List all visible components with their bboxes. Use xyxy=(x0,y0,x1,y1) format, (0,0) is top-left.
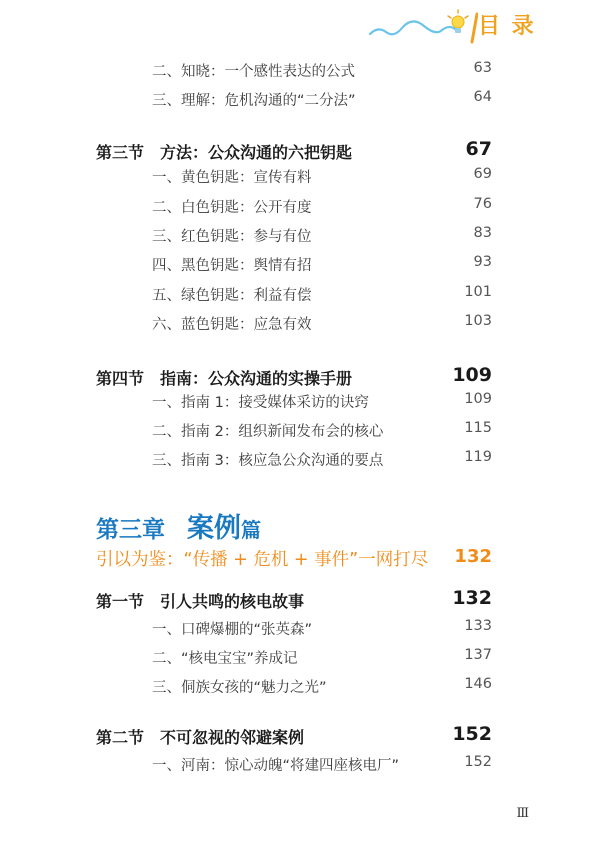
toc-entry[interactable] xyxy=(0,754,600,778)
page-number: Ⅲ xyxy=(516,806,530,821)
toc-section-entry[interactable] xyxy=(0,725,600,749)
toc-entry-label: 二、白色钥匙：公开有度 xyxy=(152,200,312,216)
toc-entry[interactable] xyxy=(0,676,600,700)
toc-entry-page: 103 xyxy=(464,313,492,329)
toc-entry-page: 101 xyxy=(464,284,492,300)
toc-entry-label: 三、理解：危机沟通的“二分法” xyxy=(152,93,356,109)
toc-section-page: 132 xyxy=(452,587,492,609)
toc-entry[interactable] xyxy=(0,313,600,337)
toc-entry-label: 三、侗族女孩的“魅力之光” xyxy=(152,680,327,696)
toc-section-label: 第三节 方法：公众沟通的六把钥匙 xyxy=(96,143,353,162)
toc-section-page: 67 xyxy=(465,138,492,160)
chapter-heading[interactable] xyxy=(96,506,261,545)
chapter-name: 案例 xyxy=(187,513,241,544)
toc-section-label: 第一节 引人共鸣的核电故事 xyxy=(96,592,305,611)
mountain-wave-icon xyxy=(370,21,456,34)
toc-entry[interactable] xyxy=(0,391,600,415)
toc-section-label: 第四节 指南：公众沟通的实操手册 xyxy=(96,369,353,388)
toc-entry-label: 一、指南 1：接受媒体采访的诀窍 xyxy=(152,395,369,411)
toc-section-label: 第二节 不可忽视的邻避案例 xyxy=(96,728,305,747)
toc-entry[interactable] xyxy=(0,449,600,473)
toc-entry-page: 109 xyxy=(464,391,492,407)
toc-entry[interactable] xyxy=(0,420,600,444)
toc-entry[interactable] xyxy=(0,196,600,220)
toc-section-entry[interactable] xyxy=(0,140,600,164)
toc-entry[interactable] xyxy=(0,618,600,642)
toc-entry[interactable] xyxy=(0,60,600,84)
toc-entry-label: 一、口碑爆棚的“张英森” xyxy=(152,622,313,638)
toc-entry-page: 152 xyxy=(464,754,492,770)
lightbulb-icon xyxy=(448,10,468,33)
toc-entry-page: 133 xyxy=(464,618,492,634)
toc-section-entry[interactable] xyxy=(0,366,600,390)
toc-section-page: 109 xyxy=(452,364,492,386)
toc-entry-page: 83 xyxy=(473,225,492,241)
toc-entry-label: 二、指南 2：组织新闻发布会的核心 xyxy=(152,424,384,440)
toc-entry-page: 64 xyxy=(473,89,492,105)
toc-entry-page: 63 xyxy=(473,60,492,76)
toc-entry-label: 六、蓝色钥匙：应急有效 xyxy=(152,317,312,333)
toc-section-entry[interactable] xyxy=(0,589,600,613)
toc-entry[interactable] xyxy=(0,284,600,308)
toc-entry-page: 115 xyxy=(464,420,492,436)
chapter-number: 第三章 xyxy=(96,517,165,543)
toc-entry-label: 二、知晓：一个感性表达的公式 xyxy=(152,64,355,80)
toc-entry-page: 76 xyxy=(473,196,492,212)
toc-entry-page: 137 xyxy=(464,647,492,663)
chapter-intro-entry[interactable] xyxy=(96,546,492,574)
chapter-suffix: 篇 xyxy=(241,518,261,542)
toc-entry[interactable] xyxy=(0,254,600,278)
toc-header-title: 目 录 xyxy=(478,14,536,39)
header-decoration xyxy=(368,8,478,46)
toc-entry-label: 一、河南：惊心动魄“将建四座核电厂” xyxy=(152,758,400,774)
toc-entry[interactable] xyxy=(0,166,600,190)
toc-entry-page: 119 xyxy=(464,449,492,465)
toc-entry-label: 五、绿色钥匙：利益有偿 xyxy=(152,288,312,304)
chapter-intro-label: 引以为鉴：“传播 + 危机 + 事件”一网打尽 xyxy=(96,550,429,570)
toc-entry-label: 三、指南 3：核应急公众沟通的要点 xyxy=(152,453,384,469)
toc-entry[interactable] xyxy=(0,225,600,249)
toc-entry-label: 二、“核电宝宝”养成记 xyxy=(152,651,298,667)
header-slash-icon xyxy=(472,14,477,42)
toc-entry-label: 一、黄色钥匙：宣传有料 xyxy=(152,170,312,186)
chapter-intro-page: 132 xyxy=(454,546,492,567)
toc-entry[interactable] xyxy=(0,647,600,671)
toc-entry-page: 146 xyxy=(464,676,492,692)
toc-entry-label: 四、黑色钥匙：舆情有招 xyxy=(152,258,312,274)
toc-entry[interactable] xyxy=(0,89,600,113)
toc-entry-page: 69 xyxy=(473,166,492,182)
toc-entry-page: 93 xyxy=(473,254,492,270)
toc-section-page: 152 xyxy=(452,723,492,745)
toc-entry-label: 三、红色钥匙：参与有位 xyxy=(152,229,312,245)
